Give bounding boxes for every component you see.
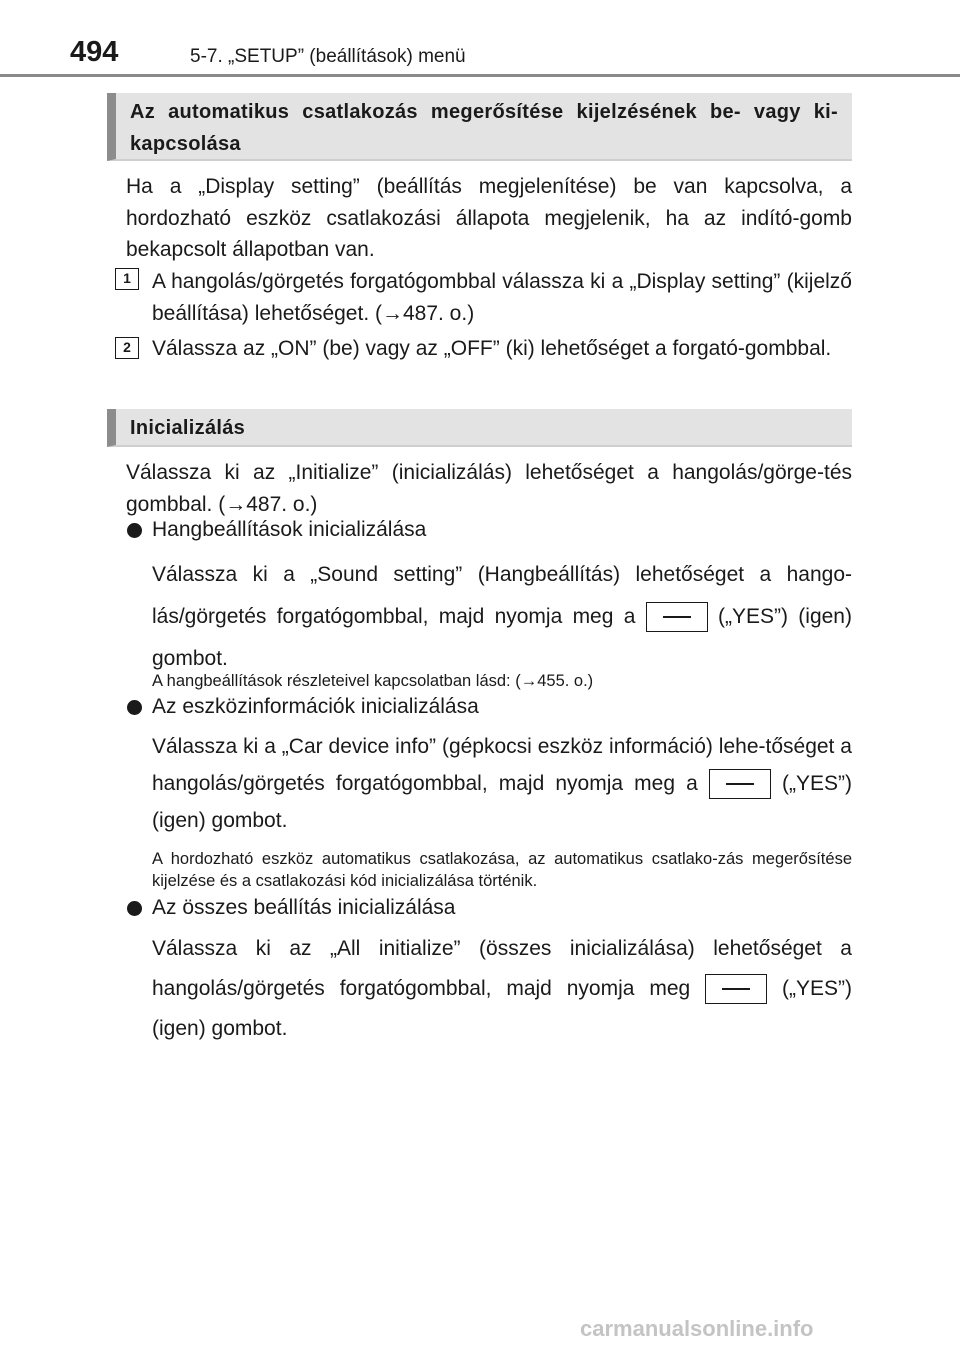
step-text: A hangolás/görgetés forgatógombbal válassza ki a „Display setting” (kijelző beállítása) lehetőséget. (→487. o.) [152, 270, 852, 325]
watermark: carmanualsonline.info [580, 1316, 814, 1341]
header-rule [0, 74, 960, 77]
bullet-body-text: Válassza ki a „Sound setting” (Hangbeállítás) lehetőséget a hango-lás/görgetés forgatógombbal, majd nyomja meg a [152, 563, 852, 628]
step-number-badge: 2 [115, 337, 139, 359]
bullet-body-text: („YES”) (igen) gombot. [152, 977, 852, 1040]
yes-button-icon [646, 602, 708, 632]
section1-intro: Ha a „Display setting” (beállítás megjelenítése) be van kapcsolva, a hordozható eszköz csatlakozási állapota megjelenik, ha az indító-gomb bekapcsolt állapotban van. [126, 175, 852, 261]
bullet-body [152, 728, 852, 839]
bullet-note: A hordozható eszköz automatikus csatlakozása, az automatikus csatlako-zás megerősítése kijelzése és a csatlakozási kód inicializálása történik. [152, 850, 852, 890]
page-number: 494 [70, 36, 119, 68]
bullet-body-text: („YES”) (igen) gombot. [152, 772, 853, 832]
bullet-body-text: („YES”) (igen) gombot. [152, 605, 852, 670]
step-text: Válassza az „ON” (be) vagy az „OFF” (ki) lehetőséget a forgató-gombbal. [152, 337, 832, 360]
section-heading-auto-connect: Az automatikus csatlakozás megerősítése kijelzésének be- vagy ki-kapcsolása [107, 93, 852, 161]
bullet-title: Hangbeállítások inicializálása [152, 518, 427, 541]
bullet-body-text: Válassza ki az „All initialize” (összes inicializálása) lehetőséget a hangolás/görgetés forgatógombbal, majd nyomja meg [152, 937, 852, 1000]
yes-button-icon [705, 974, 767, 1004]
page-header [0, 0, 960, 80]
bullet-body [152, 554, 852, 680]
bullet-title: Az összes beállítás inicializálása [152, 896, 456, 919]
bullet-icon [127, 523, 142, 538]
bullet-icon [127, 700, 142, 715]
yes-button-icon [709, 769, 771, 799]
section2-intro: Válassza ki az „Initialize” (inicializálás) lehetőséget a hangolás/görge-tés gombbal. (→487. o.) [126, 461, 852, 516]
bullet-body-text: Válassza ki a „Car device info” (gépkocsi eszköz információ) lehe-tőséget a hangolás/görgetés forgatógombbal, majd nyomja meg a [152, 735, 852, 795]
bullet-body [152, 929, 852, 1049]
bullet-icon [127, 901, 142, 916]
step-number-badge: 1 [115, 268, 139, 290]
section-heading-initialize: Inicializálás [107, 409, 852, 447]
chapter-title: 5-7. „SETUP” (beállítások) menü [190, 46, 466, 67]
bullet-note: A hangbeállítások részleteivel kapcsolatban lásd: (→455. o.) [152, 672, 594, 690]
bullet-title: Az eszközinformációk inicializálása [152, 695, 479, 718]
